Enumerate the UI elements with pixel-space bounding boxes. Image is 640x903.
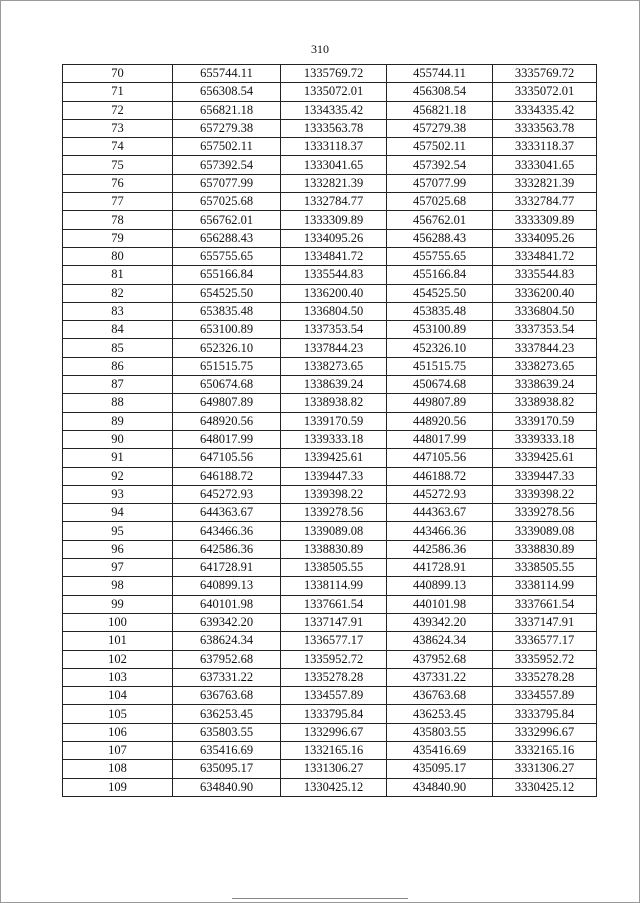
table-row	[63, 650, 597, 668]
x2-coordinate-cell: 434840.90	[387, 778, 493, 796]
x1-coordinate-cell: 653835.48	[173, 302, 281, 320]
x1-coordinate-cell: 657392.54	[173, 156, 281, 174]
x1-coordinate-cell: 654525.50	[173, 284, 281, 302]
y1-coordinate-cell: 1338273.65	[281, 357, 387, 375]
y1-coordinate-cell: 1339089.08	[281, 522, 387, 540]
x1-coordinate-cell: 657025.68	[173, 193, 281, 211]
y2-coordinate-cell: 3337844.23	[493, 339, 597, 357]
y1-coordinate-cell: 1332821.39	[281, 174, 387, 192]
y1-coordinate-cell: 1335278.28	[281, 668, 387, 686]
x1-coordinate-cell: 656308.54	[173, 83, 281, 101]
point-number-cell: 78	[63, 211, 173, 229]
y2-coordinate-cell: 3336200.40	[493, 284, 597, 302]
x2-coordinate-cell: 442586.36	[387, 540, 493, 558]
y1-coordinate-cell: 1339425.61	[281, 449, 387, 467]
x1-coordinate-cell: 657279.38	[173, 119, 281, 137]
x1-coordinate-cell: 652326.10	[173, 339, 281, 357]
x2-coordinate-cell: 438624.34	[387, 632, 493, 650]
x1-coordinate-cell: 639342.20	[173, 613, 281, 631]
x2-coordinate-cell: 454525.50	[387, 284, 493, 302]
table-row	[63, 284, 597, 302]
table-row	[63, 540, 597, 558]
x1-coordinate-cell: 653100.89	[173, 321, 281, 339]
point-number-cell: 80	[63, 247, 173, 265]
point-number-cell: 106	[63, 723, 173, 741]
coordinates-table-body	[63, 65, 597, 797]
table-row	[63, 101, 597, 119]
x2-coordinate-cell: 435416.69	[387, 741, 493, 759]
y1-coordinate-cell: 1339278.56	[281, 504, 387, 522]
y2-coordinate-cell: 3339333.18	[493, 430, 597, 448]
x1-coordinate-cell: 644363.67	[173, 504, 281, 522]
table-row	[63, 467, 597, 485]
x1-coordinate-cell: 646188.72	[173, 467, 281, 485]
y1-coordinate-cell: 1333795.84	[281, 705, 387, 723]
x2-coordinate-cell: 440899.13	[387, 577, 493, 595]
y1-coordinate-cell: 1336577.17	[281, 632, 387, 650]
x2-coordinate-cell: 435803.55	[387, 723, 493, 741]
table-row	[63, 119, 597, 137]
x2-coordinate-cell: 451515.75	[387, 357, 493, 375]
point-number-cell: 108	[63, 760, 173, 778]
y1-coordinate-cell: 1335544.83	[281, 266, 387, 284]
point-number-cell: 92	[63, 467, 173, 485]
x2-coordinate-cell: 437331.22	[387, 668, 493, 686]
point-number-cell: 107	[63, 741, 173, 759]
y1-coordinate-cell: 1333041.65	[281, 156, 387, 174]
x2-coordinate-cell: 453835.48	[387, 302, 493, 320]
x2-coordinate-cell: 450674.68	[387, 376, 493, 394]
table-row	[63, 229, 597, 247]
x1-coordinate-cell: 640899.13	[173, 577, 281, 595]
x1-coordinate-cell: 648920.56	[173, 412, 281, 430]
table-row	[63, 138, 597, 156]
y1-coordinate-cell: 1332165.16	[281, 741, 387, 759]
y2-coordinate-cell: 3334841.72	[493, 247, 597, 265]
y1-coordinate-cell: 1339398.22	[281, 485, 387, 503]
point-number-cell: 73	[63, 119, 173, 137]
x2-coordinate-cell: 436763.68	[387, 687, 493, 705]
x1-coordinate-cell: 637952.68	[173, 650, 281, 668]
table-row	[63, 321, 597, 339]
point-number-cell: 82	[63, 284, 173, 302]
y2-coordinate-cell: 3338830.89	[493, 540, 597, 558]
table-row	[63, 595, 597, 613]
x1-coordinate-cell: 647105.56	[173, 449, 281, 467]
x1-coordinate-cell: 655744.11	[173, 65, 281, 83]
point-number-cell: 94	[63, 504, 173, 522]
y2-coordinate-cell: 3330425.12	[493, 778, 597, 796]
table-row	[63, 193, 597, 211]
point-number-cell: 75	[63, 156, 173, 174]
y2-coordinate-cell: 3337353.54	[493, 321, 597, 339]
x2-coordinate-cell: 439342.20	[387, 613, 493, 631]
y2-coordinate-cell: 3333041.65	[493, 156, 597, 174]
x2-coordinate-cell: 457025.68	[387, 193, 493, 211]
x2-coordinate-cell: 457392.54	[387, 156, 493, 174]
y2-coordinate-cell: 3339398.22	[493, 485, 597, 503]
x2-coordinate-cell: 455755.65	[387, 247, 493, 265]
y1-coordinate-cell: 1334095.26	[281, 229, 387, 247]
y2-coordinate-cell: 3335278.28	[493, 668, 597, 686]
point-number-cell: 76	[63, 174, 173, 192]
y1-coordinate-cell: 1330425.12	[281, 778, 387, 796]
point-number-cell: 70	[63, 65, 173, 83]
point-number-cell: 71	[63, 83, 173, 101]
y1-coordinate-cell: 1334335.42	[281, 101, 387, 119]
x2-coordinate-cell: 440101.98	[387, 595, 493, 613]
table-row	[63, 357, 597, 375]
y2-coordinate-cell: 3338639.24	[493, 376, 597, 394]
point-number-cell: 85	[63, 339, 173, 357]
table-row	[63, 687, 597, 705]
y1-coordinate-cell: 1336200.40	[281, 284, 387, 302]
x2-coordinate-cell: 452326.10	[387, 339, 493, 357]
point-number-cell: 102	[63, 650, 173, 668]
table-row	[63, 83, 597, 101]
y2-coordinate-cell: 3334095.26	[493, 229, 597, 247]
x1-coordinate-cell: 635095.17	[173, 760, 281, 778]
x1-coordinate-cell: 645272.93	[173, 485, 281, 503]
point-number-cell: 81	[63, 266, 173, 284]
table-row	[63, 577, 597, 595]
y1-coordinate-cell: 1337844.23	[281, 339, 387, 357]
y2-coordinate-cell: 3333118.37	[493, 138, 597, 156]
table-row	[63, 266, 597, 284]
y2-coordinate-cell: 3333795.84	[493, 705, 597, 723]
y2-coordinate-cell: 3335952.72	[493, 650, 597, 668]
x1-coordinate-cell: 656821.18	[173, 101, 281, 119]
point-number-cell: 103	[63, 668, 173, 686]
x1-coordinate-cell: 635803.55	[173, 723, 281, 741]
y2-coordinate-cell: 3331306.27	[493, 760, 597, 778]
table-row	[63, 613, 597, 631]
point-number-cell: 74	[63, 138, 173, 156]
x2-coordinate-cell: 444363.67	[387, 504, 493, 522]
y2-coordinate-cell: 3335072.01	[493, 83, 597, 101]
x2-coordinate-cell: 437952.68	[387, 650, 493, 668]
table-row	[63, 705, 597, 723]
x1-coordinate-cell: 642586.36	[173, 540, 281, 558]
point-number-cell: 91	[63, 449, 173, 467]
x1-coordinate-cell: 649807.89	[173, 394, 281, 412]
y1-coordinate-cell: 1338505.55	[281, 559, 387, 577]
y2-coordinate-cell: 3335769.72	[493, 65, 597, 83]
x2-coordinate-cell: 456288.43	[387, 229, 493, 247]
y1-coordinate-cell: 1335769.72	[281, 65, 387, 83]
x2-coordinate-cell: 435095.17	[387, 760, 493, 778]
x2-coordinate-cell: 456308.54	[387, 83, 493, 101]
table-row	[63, 741, 597, 759]
point-number-cell: 89	[63, 412, 173, 430]
y2-coordinate-cell: 3339447.33	[493, 467, 597, 485]
y1-coordinate-cell: 1338114.99	[281, 577, 387, 595]
point-number-cell: 105	[63, 705, 173, 723]
table-row	[63, 485, 597, 503]
x2-coordinate-cell: 455166.84	[387, 266, 493, 284]
table-row	[63, 247, 597, 265]
x2-coordinate-cell: 453100.89	[387, 321, 493, 339]
y2-coordinate-cell: 3336577.17	[493, 632, 597, 650]
y1-coordinate-cell: 1339447.33	[281, 467, 387, 485]
x1-coordinate-cell: 648017.99	[173, 430, 281, 448]
y2-coordinate-cell: 3337661.54	[493, 595, 597, 613]
y1-coordinate-cell: 1335072.01	[281, 83, 387, 101]
x1-coordinate-cell: 651515.75	[173, 357, 281, 375]
table-row	[63, 339, 597, 357]
x1-coordinate-cell: 636253.45	[173, 705, 281, 723]
y1-coordinate-cell: 1334841.72	[281, 247, 387, 265]
table-row	[63, 302, 597, 320]
table-row	[63, 156, 597, 174]
x1-coordinate-cell: 656762.01	[173, 211, 281, 229]
point-number-cell: 88	[63, 394, 173, 412]
table-row	[63, 394, 597, 412]
footer-rule	[232, 898, 408, 899]
point-number-cell: 95	[63, 522, 173, 540]
table-row	[63, 778, 597, 796]
table-row	[63, 668, 597, 686]
x1-coordinate-cell: 657502.11	[173, 138, 281, 156]
x1-coordinate-cell: 638624.34	[173, 632, 281, 650]
x1-coordinate-cell: 637331.22	[173, 668, 281, 686]
point-number-cell: 109	[63, 778, 173, 796]
x2-coordinate-cell: 448920.56	[387, 412, 493, 430]
x2-coordinate-cell: 448017.99	[387, 430, 493, 448]
y2-coordinate-cell: 3338938.82	[493, 394, 597, 412]
x2-coordinate-cell: 445272.93	[387, 485, 493, 503]
point-number-cell: 72	[63, 101, 173, 119]
y2-coordinate-cell: 3339089.08	[493, 522, 597, 540]
point-number-cell: 98	[63, 577, 173, 595]
y1-coordinate-cell: 1333309.89	[281, 211, 387, 229]
table-row	[63, 65, 597, 83]
x1-coordinate-cell: 641728.91	[173, 559, 281, 577]
y1-coordinate-cell: 1334557.89	[281, 687, 387, 705]
table-row	[63, 522, 597, 540]
point-number-cell: 99	[63, 595, 173, 613]
y1-coordinate-cell: 1338830.89	[281, 540, 387, 558]
y1-coordinate-cell: 1337661.54	[281, 595, 387, 613]
y2-coordinate-cell: 3332165.16	[493, 741, 597, 759]
y2-coordinate-cell: 3338114.99	[493, 577, 597, 595]
point-number-cell: 79	[63, 229, 173, 247]
x2-coordinate-cell: 457502.11	[387, 138, 493, 156]
x2-coordinate-cell: 457077.99	[387, 174, 493, 192]
y1-coordinate-cell: 1332996.67	[281, 723, 387, 741]
x2-coordinate-cell: 456762.01	[387, 211, 493, 229]
x2-coordinate-cell: 447105.56	[387, 449, 493, 467]
point-number-cell: 86	[63, 357, 173, 375]
point-number-cell: 90	[63, 430, 173, 448]
y1-coordinate-cell: 1332784.77	[281, 193, 387, 211]
y1-coordinate-cell: 1338938.82	[281, 394, 387, 412]
table-row	[63, 559, 597, 577]
coordinates-table	[62, 64, 597, 797]
point-number-cell: 93	[63, 485, 173, 503]
x2-coordinate-cell: 457279.38	[387, 119, 493, 137]
y2-coordinate-cell: 3335544.83	[493, 266, 597, 284]
x2-coordinate-cell: 443466.36	[387, 522, 493, 540]
y1-coordinate-cell: 1339333.18	[281, 430, 387, 448]
point-number-cell: 83	[63, 302, 173, 320]
table-row	[63, 723, 597, 741]
y1-coordinate-cell: 1333118.37	[281, 138, 387, 156]
x2-coordinate-cell: 441728.91	[387, 559, 493, 577]
y1-coordinate-cell: 1339170.59	[281, 412, 387, 430]
x1-coordinate-cell: 636763.68	[173, 687, 281, 705]
x2-coordinate-cell: 446188.72	[387, 467, 493, 485]
point-number-cell: 87	[63, 376, 173, 394]
x1-coordinate-cell: 640101.98	[173, 595, 281, 613]
y2-coordinate-cell: 3334557.89	[493, 687, 597, 705]
point-number-cell: 97	[63, 559, 173, 577]
y1-coordinate-cell: 1336804.50	[281, 302, 387, 320]
page-number: 310	[311, 42, 329, 56]
y2-coordinate-cell: 3332784.77	[493, 193, 597, 211]
x1-coordinate-cell: 655166.84	[173, 266, 281, 284]
x2-coordinate-cell: 456821.18	[387, 101, 493, 119]
point-number-cell: 84	[63, 321, 173, 339]
point-number-cell: 101	[63, 632, 173, 650]
point-number-cell: 77	[63, 193, 173, 211]
x1-coordinate-cell: 656288.43	[173, 229, 281, 247]
table-row	[63, 174, 597, 192]
x2-coordinate-cell: 436253.45	[387, 705, 493, 723]
y1-coordinate-cell: 1337147.91	[281, 613, 387, 631]
table-row	[63, 504, 597, 522]
x1-coordinate-cell: 650674.68	[173, 376, 281, 394]
point-number-cell: 100	[63, 613, 173, 631]
x1-coordinate-cell: 635416.69	[173, 741, 281, 759]
table-row	[63, 430, 597, 448]
y2-coordinate-cell: 3332821.39	[493, 174, 597, 192]
x1-coordinate-cell: 657077.99	[173, 174, 281, 192]
y2-coordinate-cell: 3334335.42	[493, 101, 597, 119]
y2-coordinate-cell: 3333563.78	[493, 119, 597, 137]
y2-coordinate-cell: 3338505.55	[493, 559, 597, 577]
y2-coordinate-cell: 3337147.91	[493, 613, 597, 631]
table-row	[63, 449, 597, 467]
x1-coordinate-cell: 634840.90	[173, 778, 281, 796]
table-row	[63, 632, 597, 650]
table-row	[63, 211, 597, 229]
y2-coordinate-cell: 3339170.59	[493, 412, 597, 430]
y2-coordinate-cell: 3338273.65	[493, 357, 597, 375]
x1-coordinate-cell: 655755.65	[173, 247, 281, 265]
point-number-cell: 96	[63, 540, 173, 558]
y2-coordinate-cell: 3332996.67	[493, 723, 597, 741]
x2-coordinate-cell: 455744.11	[387, 65, 493, 83]
table-row	[63, 760, 597, 778]
y1-coordinate-cell: 1337353.54	[281, 321, 387, 339]
table-row	[63, 376, 597, 394]
y1-coordinate-cell: 1331306.27	[281, 760, 387, 778]
x2-coordinate-cell: 449807.89	[387, 394, 493, 412]
point-number-cell: 104	[63, 687, 173, 705]
y2-coordinate-cell: 3339425.61	[493, 449, 597, 467]
y1-coordinate-cell: 1335952.72	[281, 650, 387, 668]
y2-coordinate-cell: 3336804.50	[493, 302, 597, 320]
y2-coordinate-cell: 3333309.89	[493, 211, 597, 229]
y1-coordinate-cell: 1338639.24	[281, 376, 387, 394]
y2-coordinate-cell: 3339278.56	[493, 504, 597, 522]
x1-coordinate-cell: 643466.36	[173, 522, 281, 540]
table-row	[63, 412, 597, 430]
y1-coordinate-cell: 1333563.78	[281, 119, 387, 137]
